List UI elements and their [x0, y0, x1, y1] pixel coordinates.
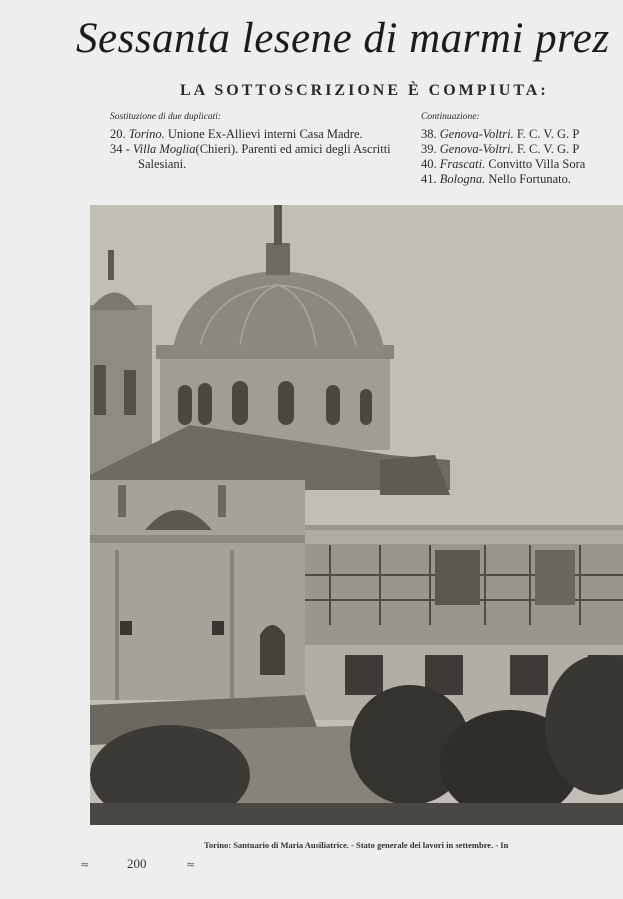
entry-place: Frascati. [439, 157, 486, 171]
church-photograph [90, 205, 623, 825]
list-item [421, 127, 623, 142]
entry-text: Convitto Villa Sora [488, 157, 586, 171]
page-title: Sessanta lesene di marmi prez [76, 15, 610, 62]
entry-number: 38. [421, 127, 437, 141]
entry-text: Nello Fortunato. [488, 172, 571, 186]
section-subtitle: LA SOTTOSCRIZIONE È COMPIUTA: [180, 82, 549, 99]
list-item [110, 127, 400, 142]
ornament-left: ≈ [80, 858, 90, 871]
entry-number: 34 - [110, 142, 130, 156]
entry-place: Genova-Voltri. [439, 127, 514, 141]
entry-text: F. C. V. G. P [516, 127, 580, 141]
ornament-right: ≈ [186, 858, 196, 871]
entry-text: F. C. V. G. P [516, 142, 580, 156]
entry-place: Genova-Voltri. [439, 142, 514, 156]
list-item [421, 142, 623, 157]
entry-text: Unione Ex-Allievi interni Casa Madre. [167, 127, 363, 141]
entry-place: Bologna. [439, 172, 486, 186]
entry-number: 20. [110, 127, 126, 141]
entry-number: 41. [421, 172, 437, 186]
entry-place: Villa Moglia [132, 142, 196, 156]
left-column-heading: Sostituzione di due duplicati: [110, 112, 222, 122]
entry-text: (Chieri). Parenti ed amici degli Ascritti Salesiani. [138, 142, 391, 171]
entry-place: Torino. [128, 127, 165, 141]
list-item [421, 172, 623, 187]
right-column-heading: Continuazione: [421, 112, 480, 122]
right-column [421, 110, 623, 187]
entry-number: 40. [421, 157, 437, 171]
left-column [110, 110, 400, 172]
church-illustration [90, 205, 623, 825]
list-item [110, 142, 400, 172]
list-item [421, 157, 623, 172]
page-number: 200 [127, 856, 147, 871]
photo-caption: Torino: Santuario di Maria Ausiliatrice. - Stato generale dei lavori in settembre. - In [204, 840, 509, 850]
entry-number: 39. [421, 142, 437, 156]
